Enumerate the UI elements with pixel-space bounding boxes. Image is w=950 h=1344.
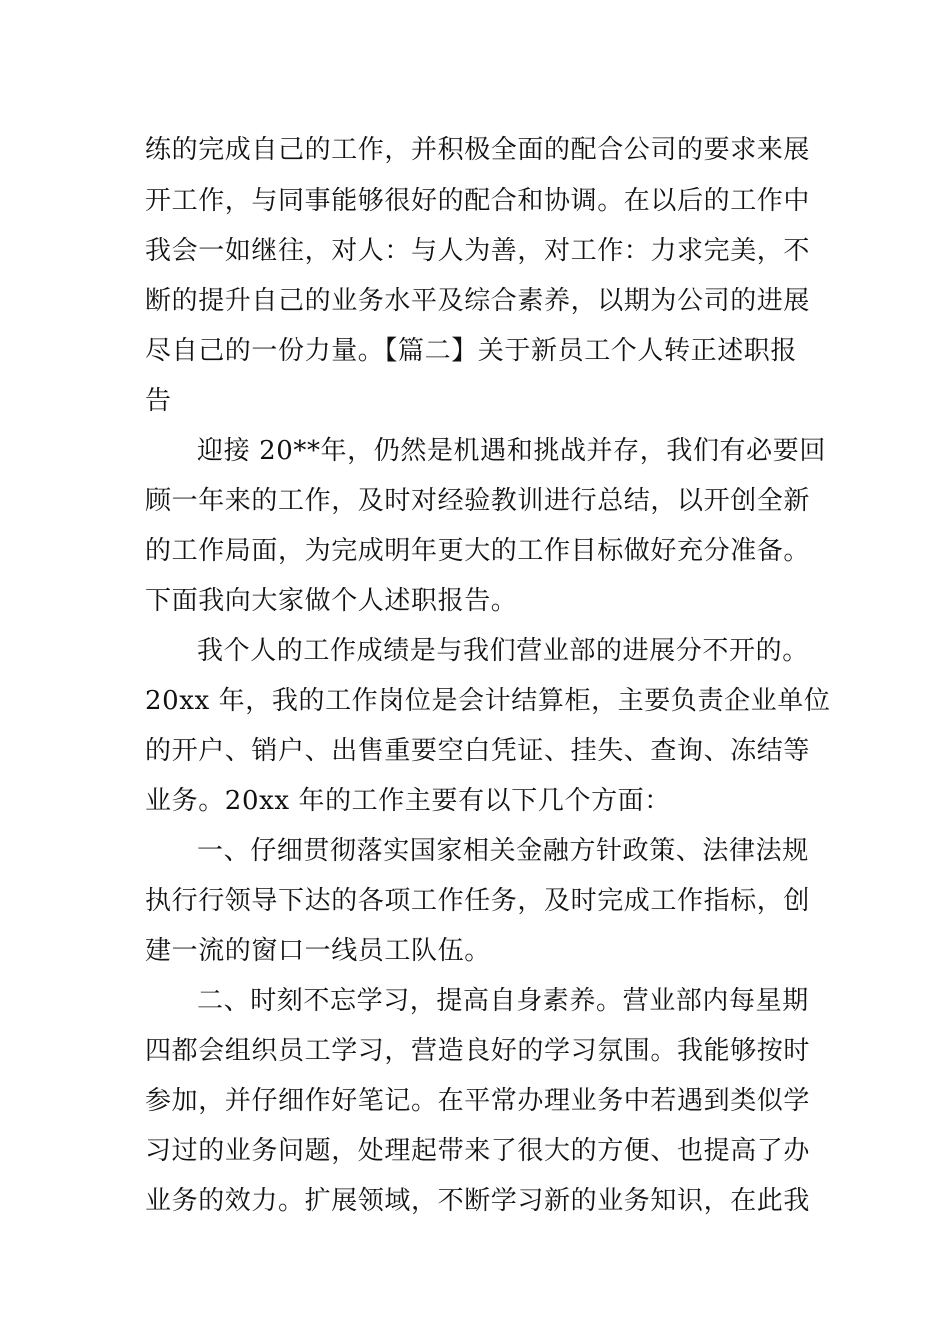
- paragraph-5-line-3: 参加，并仔细作好笔记。在平常办理业务中若遇到类似学: [145, 1086, 811, 1116]
- paragraph-2-line-1: 迎接 20**年，仍然是机遇和挑战并存，我们有必要回: [197, 436, 826, 466]
- paragraph-2-line-3: 的工作局面，为完成明年更大的工作目标做好充分准备。: [145, 536, 811, 566]
- paragraph-2-line-4: 下面我向大家做个人述职报告。: [145, 586, 518, 616]
- text-line-2: 开工作，与同事能够很好的配合和协调。在以后的工作中: [145, 186, 811, 216]
- paragraph-3-line-3: 的开户、销户、出售重要空白凭证、挂失、查询、冻结等: [145, 736, 811, 766]
- paragraph-4-line-2: 执行行领导下达的各项工作任务，及时完成工作指标，创: [145, 886, 811, 916]
- paragraph-2-line-2: 顾一年来的工作，及时对经验教训进行总结，以开创全新: [145, 486, 811, 516]
- paragraph-5-line-1: 二、时刻不忘学习，提高自身素养。营业部内每星期: [197, 986, 809, 1016]
- paragraph-3-line-2: 20xx 年，我的工作岗位是会计结算柜，主要负责企业单位: [145, 686, 831, 716]
- paragraph-5-line-2: 四都会组织员工学习，营造良好的学习氛围。我能够按时: [145, 1036, 811, 1066]
- paragraph-3-line-1: 我个人的工作成绩是与我们营业部的进展分不开的。: [197, 636, 809, 666]
- paragraph-5-line-4: 习过的业务问题，处理起带来了很大的方便、也提高了办: [145, 1136, 811, 1166]
- paragraph-5-line-5: 业务的效力。扩展领域，不断学习新的业务知识，在此我: [145, 1186, 811, 1216]
- paragraph-3-line-4: 业务。20xx 年的工作主要有以下几个方面：: [145, 786, 671, 816]
- text-line-3: 我会一如继往，对人：与人为善，对工作：力求完美，不: [145, 236, 811, 266]
- text-line-6: 告: [145, 386, 172, 416]
- paragraph-4-line-1: 一、仔细贯彻落实国家相关金融方针政策、法律法规: [197, 836, 809, 866]
- text-line-4: 断的提升自己的业务水平及综合素养，以期为公司的进展: [145, 286, 811, 316]
- text-line-5: 尽自己的一份力量。【篇二】关于新员工个人转正述职报: [145, 336, 798, 366]
- text-line-1: 练的完成自己的工作，并积极全面的配合公司的要求来展: [145, 135, 811, 165]
- paragraph-4-line-3: 建一流的窗口一线员工队伍。: [145, 936, 491, 966]
